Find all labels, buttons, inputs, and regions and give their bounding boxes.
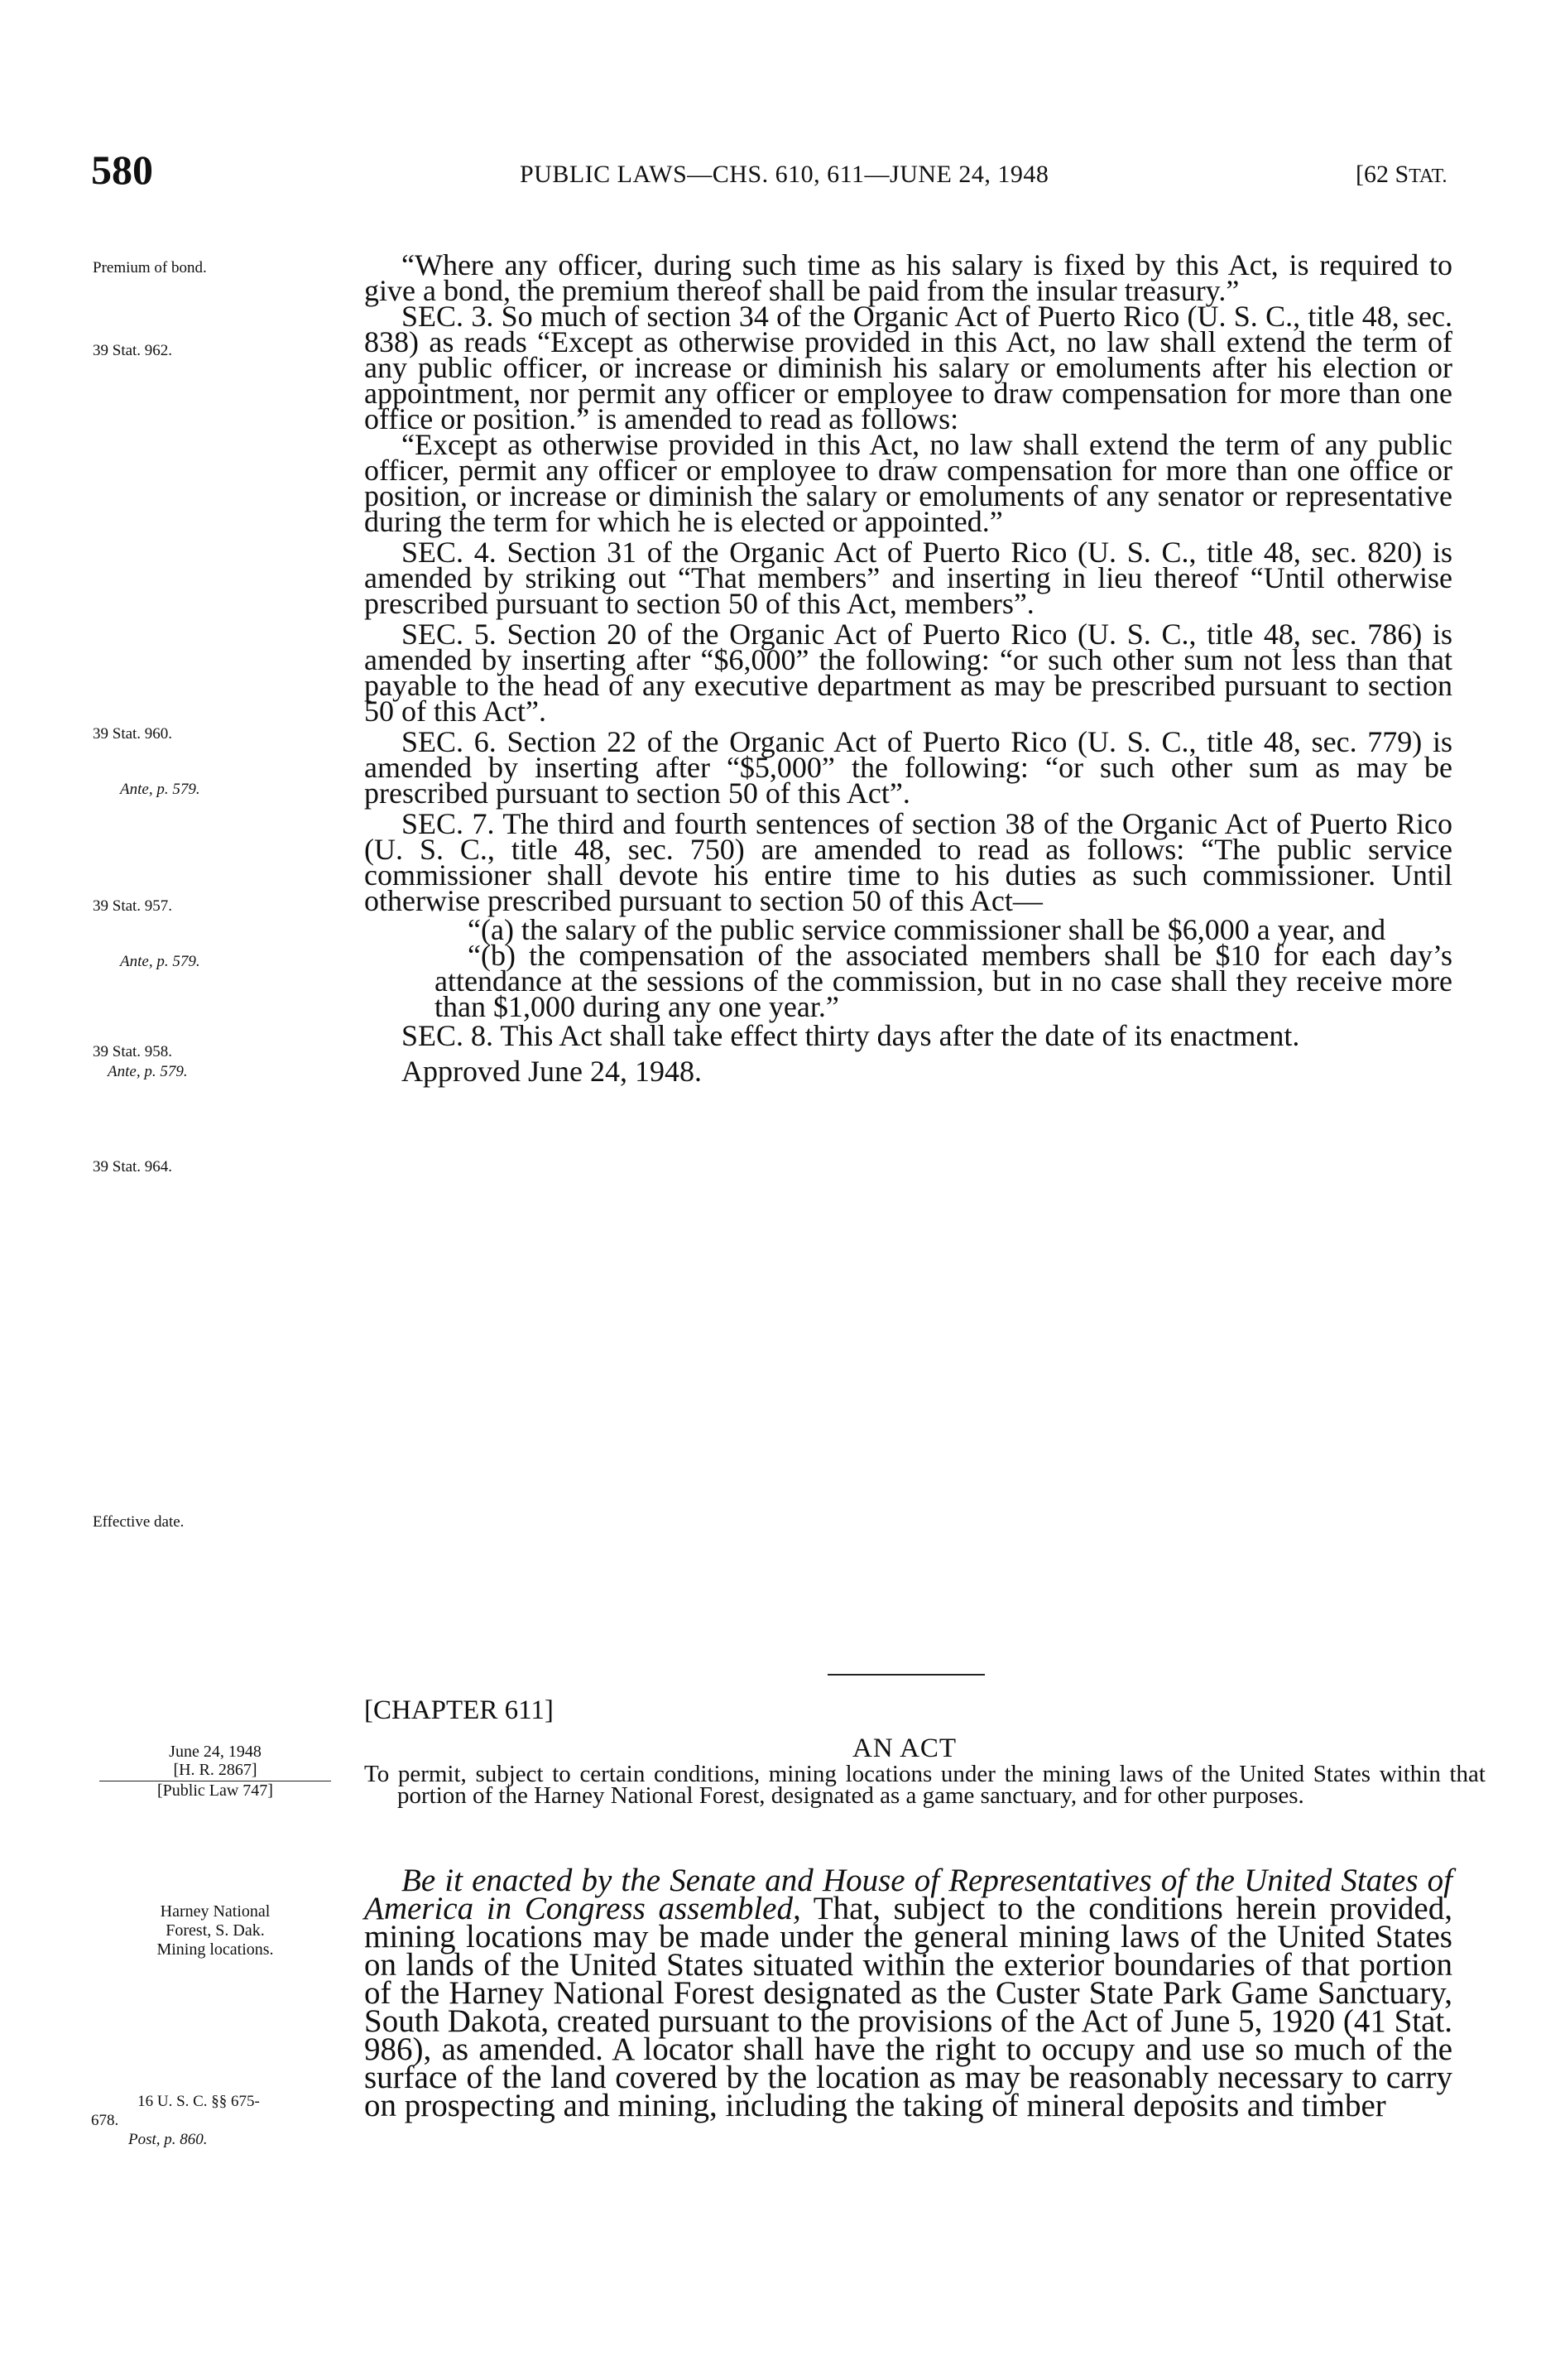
bill-info	[83, 1743, 348, 1800]
margin-note-usc-reference	[83, 2092, 314, 2149]
bill-date: June 24, 1948	[169, 1743, 262, 1761]
volume-ref-prefix: [62 S	[1356, 161, 1409, 188]
margin-note-premium-of-bond: Premium of bond.	[93, 259, 207, 276]
margin-note-ante-579: Ante, p. 579.	[120, 953, 200, 970]
act-title: To permit, subject to certain conditions, mining locations under the mining laws of the United States within that portion of the Harney National Forest, designated as a game sanctuary, and for other purposes.	[364, 1761, 1486, 1809]
enacting-italic: Be it enacted by the Senate and House of Representatives of the United States of America in Congress assembled,	[364, 1863, 1452, 1926]
margin-note-stat-964: 39 Stat. 964.	[93, 1158, 173, 1176]
paragraph: SEC. 4. Section 31 of the Organic Act of Puerto Rico (U. S. C., title 48, sec. 820) is amended by striking out “That members” and inserting in lieu thereof “Until otherwise prescribed pursuant to section 50 of this Act, members”.	[364, 536, 1452, 620]
margin-note-line: Harney National	[160, 1902, 271, 1921]
public-law-number: [Public Law 747]	[157, 1781, 273, 1800]
body-section-chapter-610	[364, 248, 1452, 1088]
margin-note-line: 678.	[91, 2112, 119, 2129]
paragraph: “Except as otherwise provided in this Act, no law shall extend the term of any public officer, permit any officer or employee to draw compensation for more than one office or position, or increase or diminish the salary or emoluments of any senator or representative during the term for which he is elected or appointed.”	[364, 428, 1452, 538]
paragraph: SEC. 8. This Act shall take effect thirty days after the date of its enactment.	[401, 1019, 1300, 1052]
paragraph: “Where any officer, during such time as his salary is fixed by this Act, is required to give a bond, the premium thereof shall be paid from the insular treasury.”	[364, 248, 1452, 307]
paragraph: SEC. 5. Section 20 of the Organic Act of Puerto Rico (U. S. C., title 48, sec. 786) is amended by inserting after “$6,000” the following: “or such other sum not less than that payable to the head of any executive department as may be prescribed pursuant to section 50 of this Act”.	[364, 618, 1452, 728]
margin-note-line: 16 U. S. C. §§ 675-	[137, 2093, 260, 2110]
approval-line: Approved June 24, 1948.	[401, 1055, 702, 1088]
margin-note-stat-958: 39 Stat. 958.	[93, 1043, 173, 1060]
an-act-heading: AN ACT	[852, 1733, 958, 1763]
bill-hr-number: [H. R. 2867]	[173, 1761, 257, 1779]
enacting-clause	[364, 1863, 1452, 2123]
margin-note-ante-579: Ante, p. 579.	[108, 1063, 188, 1080]
enacting-text	[364, 1863, 1452, 2123]
margin-note-stat-960: 39 Stat. 960.	[93, 725, 173, 743]
section-divider	[828, 1674, 985, 1676]
paragraph: SEC. 7. The third and fourth sentences of section 38 of the Organic Act of Puerto Rico (U. S. C., title 48, sec. 750) are amended to read as follows: “The public service commissioner shall devote his entire time to his duties as such commissioner. Until otherwise prescribed pursuant to section 50 of this Act—	[364, 807, 1452, 917]
margin-note-stat-957: 39 Stat. 957.	[93, 897, 173, 915]
margin-note-stat-962: 39 Stat. 962.	[93, 342, 173, 359]
enacting-rest: That, subject to the conditions herein provided, mining locations may be made under the general mining laws of the United States on lands of the United States situated within the exterior boundaries of that portion of the Harney National Forest designated as the Custer State Park Game Sanctuary, South Dakota, created pursuant to the provisions of the Act of June 5, 1920 (41 Stat. 986), as amended. A locator shall have the right to occupy and use so much of the surface of the land covered by the location as may be reasonably necessary to carry on prospecting and mining, including the taking of mineral deposits and timber	[364, 1891, 1452, 2123]
margin-note-effective-date: Effective date.	[93, 1513, 185, 1531]
paragraph: “(a) the salary of the public service commissioner shall be $6,000 a year, and	[468, 913, 1386, 946]
chapter-label: [CHAPTER 611]	[364, 1695, 554, 1725]
page-header	[91, 146, 1457, 195]
volume-ref-smallcaps: TAT.	[1409, 166, 1447, 187]
paragraph: “(b) the compensation of the associated members shall be $10 for each day’s attendance at the sessions of the commission, but in no case shall they receive more than $1,000 during any one year.”	[434, 939, 1452, 1023]
page-number: 580	[91, 147, 153, 193]
running-head: PUBLIC LAWS—CHS. 610, 611—JUNE 24, 1948	[520, 161, 1049, 188]
margin-note-line: Forest, S. Dak.	[166, 1921, 265, 1940]
margin-note-harney-forest	[83, 1902, 348, 1959]
margin-note-ante-579: Ante, p. 579.	[120, 781, 200, 798]
paragraph: SEC. 6. Section 22 of the Organic Act of Puerto Rico (U. S. C., title 48, sec. 779) is amended by inserting after “$5,000” the following: “or such other sum as may be prescribed pursuant to section 50 of this Act”.	[364, 725, 1452, 810]
volume-reference	[1356, 161, 1447, 189]
paragraph: SEC. 3. So much of section 34 of the Organic Act of Puerto Rico (U. S. C., title 48, sec. 838) as reads “Except as otherwise provided in this Act, no law shall extend the term of any public officer, or increase or diminish his salary or emoluments after his election or appointment, nor permit any officer or employee to draw compensation for more than one office or position.” is amended to read as follows:	[364, 300, 1452, 435]
margin-note-post-ref: Post, p. 860.	[128, 2131, 208, 2148]
margin-note-line: Mining locations.	[156, 1940, 274, 1959]
